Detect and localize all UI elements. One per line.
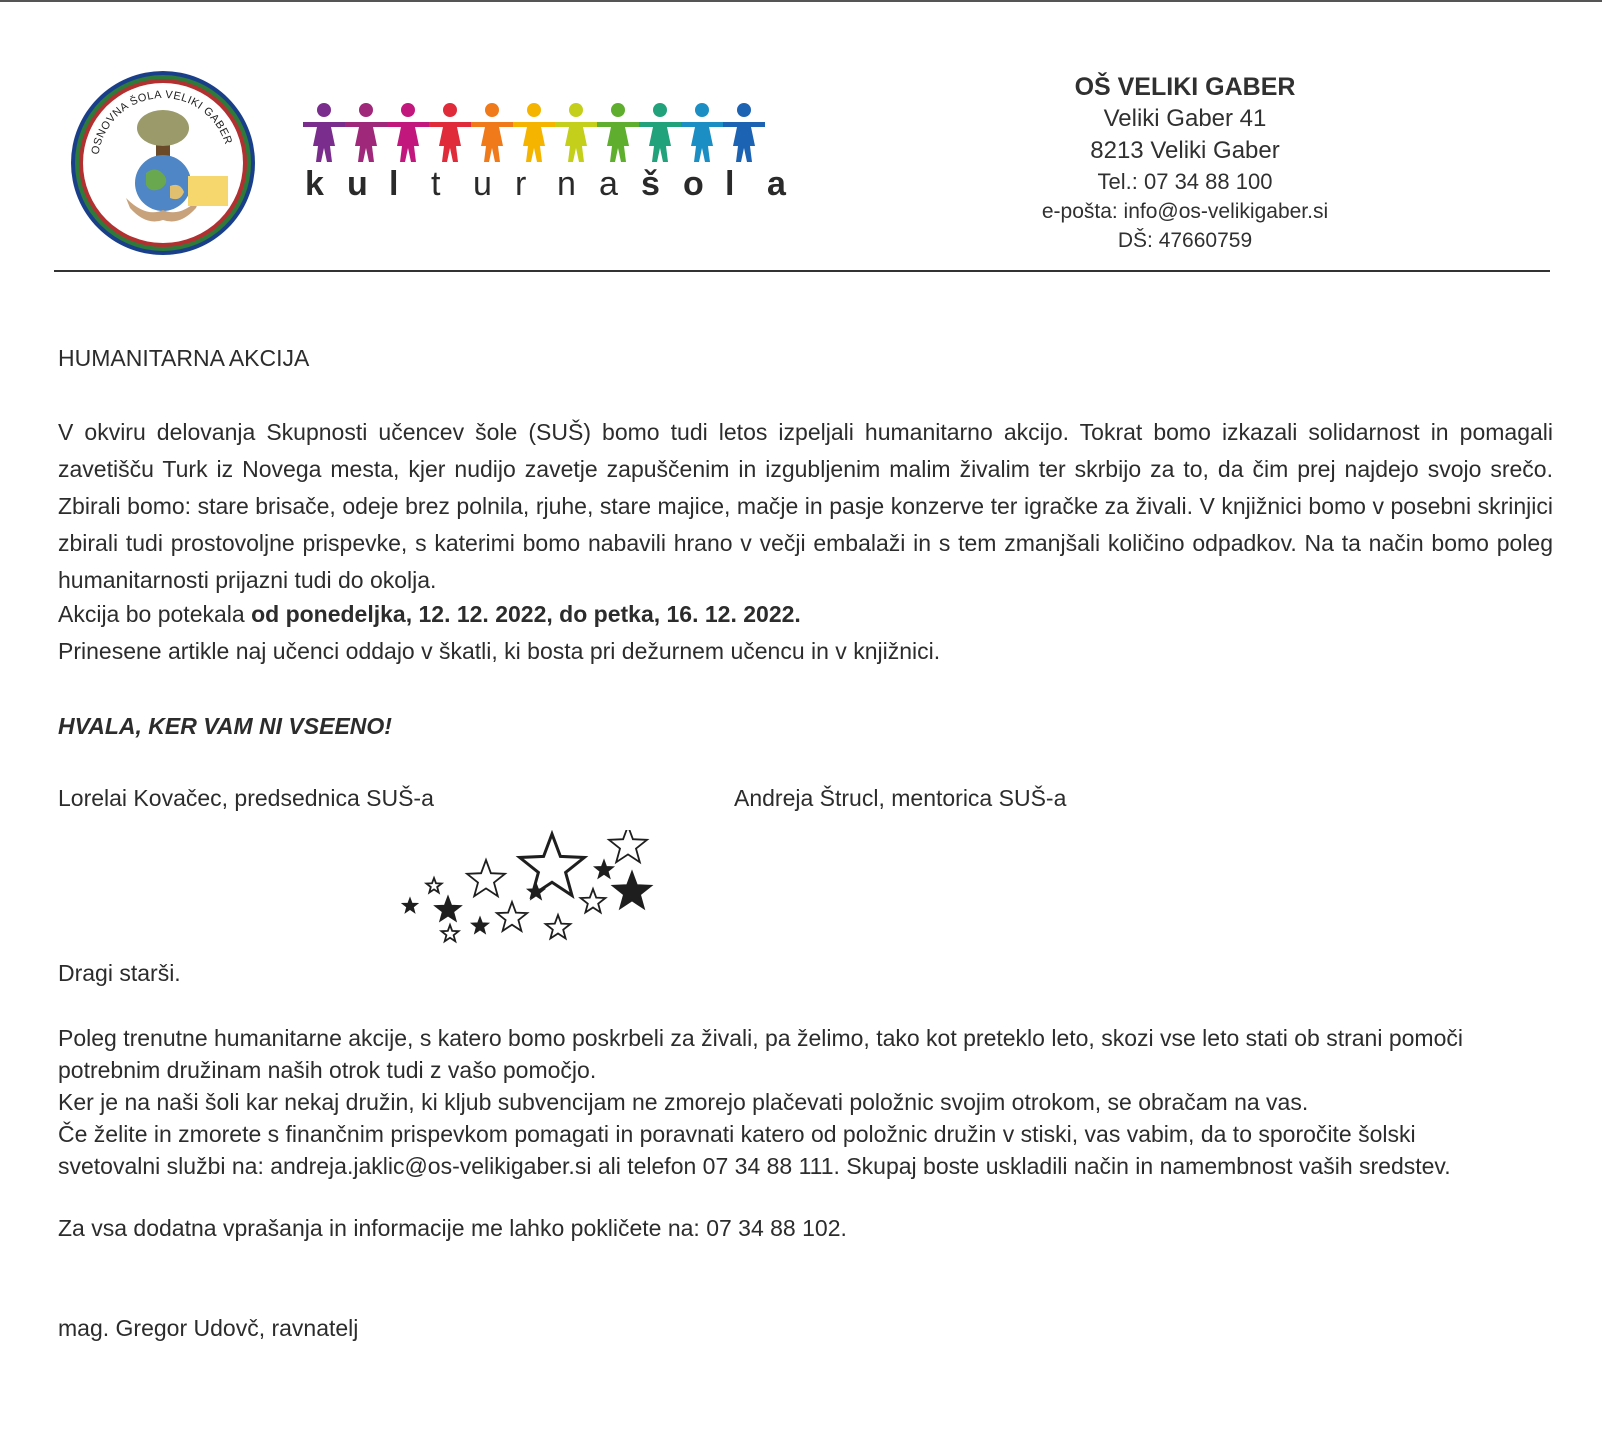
filled-star-icon — [403, 899, 416, 912]
paper-doll-figure — [345, 103, 387, 162]
school-email: e-pošta: info@os-velikigaber.si — [1041, 200, 1329, 223]
letter-paragraph-1: V okviru delovanja Skupnosti učencev šole (SUŠ) bomo tudi letos izpeljali humanitarno akcijo. Tokrat bomo izkazali solidarnost in pomagali zavetišču Turk iz Novega mesta, kjer nudijo zavetje zapuščenim in izgubljenim malim živalim ter skrbijo za to, da čim prej najdejo svojo srečo. Zbirali bomo: stare brisače, odeje brez polnila, rjuhe, stare majice, mačje in pasje konzerve ter igračke za živali. V knjižnici bomo v posebni skrinjici zbirali tudi prostovoljne prispevke, s katerimi bomo nabavili hrano v večji embalaži in s tem zmanjšali količino odpadkov. Na ta način bomo poleg humanitarnosti prijazni tudi do okolja. — [58, 419, 1553, 593]
outline-star-icon — [581, 889, 606, 913]
paper-doll-figure — [471, 103, 513, 162]
dates-range: od ponedeljka, 12. 12. 2022, do petka, 16. 12. 2022. — [251, 601, 801, 627]
paper-doll-figure — [681, 103, 723, 162]
header-divider — [54, 270, 1550, 272]
wordmark-letter: t — [431, 165, 441, 203]
outline-star-icon — [546, 915, 571, 939]
outline-star-icon — [467, 860, 505, 896]
letter-paragraph-2: Prinesene artikle naj učenci oddajo v škatli, ki bosta pri dežurnem učencu in v knjižnici. — [58, 638, 941, 664]
school-postal: 8213 Veliki Gaber — [1090, 137, 1280, 164]
outline-star-icon — [609, 830, 647, 862]
seal-text: OSNOVNA ŠOLA VELIKI GABER — [89, 88, 235, 156]
wordmark-letter: a — [599, 165, 618, 203]
principal-signature: mag. Gregor Udovč, ravnatelj — [58, 1315, 359, 1341]
school-name: OŠ VELIKI GABER — [1074, 73, 1296, 101]
wordmark-letter: u — [347, 165, 368, 203]
wordmark-letter: l — [725, 165, 735, 203]
wordmark-letter: n — [557, 165, 576, 203]
dates-prefix: Akcija bo potekala — [58, 601, 252, 627]
paper-doll-figure — [597, 103, 639, 162]
outline-star-icon — [520, 834, 585, 896]
school-seal-logo — [68, 68, 258, 258]
wordmark-letter: š — [641, 165, 660, 203]
stars-decoration — [400, 830, 680, 970]
parents-paragraph-1: Poleg trenutne humanitarne akcije, s katero bomo poskrbeli za živali, pa želimo, tako kot preteklo leto, skozi vse leto stati ob strani pomoči potrebnim družinam naših otrok tudi z vašo pomočjo. — [58, 1025, 1463, 1083]
paper-doll-figure — [387, 103, 429, 162]
school-tax-id: DŠ: 47660759 — [1117, 229, 1253, 252]
parents-paragraph-2: Ker je na naši šoli kar nekaj družin, ki kljub subvencijam ne zmorejo plačevati položnic svojim otrokom, se obračam na vas. — [58, 1089, 1309, 1115]
paper-doll-figure — [723, 103, 765, 162]
school-address-block — [1020, 72, 1350, 255]
school-phone: Tel.: 07 34 88 100 — [1097, 169, 1273, 194]
parents-contact: Za vsa dodatna vprašanja in informacije me lahko pokličete na: 07 34 88 102. — [58, 1215, 847, 1241]
outline-star-icon — [441, 925, 458, 941]
outline-star-icon — [497, 902, 527, 931]
filled-star-icon — [472, 918, 487, 933]
wordmark-letter: o — [683, 165, 704, 203]
parents-paragraph-3: Če želite in zmorete s finančnim prispevkom pomagati in poravnati katero od položnic družin v stiski, vas vabim, da to sporočite šolski svetovalni službi na: andreja.jaklic@os-velikigaber.si ali telefon 07 34 88 111. Skupaj boste uskladili način in namembnost vaših sredstev. — [58, 1121, 1451, 1179]
letter-thanks: HVALA, KER VAM NI VSEENO! — [58, 713, 392, 739]
paper-doll-figure — [429, 103, 471, 162]
scan-top-edge — [0, 0, 1602, 2]
wordmark-letter: a — [767, 165, 786, 203]
paper-doll-figure — [303, 103, 345, 162]
filled-star-icon — [436, 897, 461, 921]
paper-doll-figure — [555, 103, 597, 162]
school-street: Veliki Gaber 41 — [1103, 105, 1267, 132]
wordmark-letter: u — [473, 165, 492, 203]
filled-star-icon — [613, 872, 651, 908]
wordmark-letter: l — [389, 165, 399, 203]
paper-doll-figure — [639, 103, 681, 162]
letter-dates — [58, 596, 801, 633]
signer-right: Andreja Štrucl, mentorica SUŠ-a — [734, 785, 1067, 811]
letter-heading: HUMANITARNA AKCIJA — [58, 345, 310, 371]
signer-left: Lorelai Kovačec, predsednica SUŠ-a — [58, 785, 434, 811]
wordmark-letter: r — [515, 165, 527, 203]
parents-greeting: Dragi starši. — [58, 960, 181, 986]
outline-star-icon — [426, 878, 441, 893]
wordmark-letter: k — [305, 165, 324, 203]
kulturna-sola-figures-logo — [302, 100, 782, 166]
paper-doll-figure — [513, 103, 555, 162]
filled-star-icon — [595, 861, 612, 877]
